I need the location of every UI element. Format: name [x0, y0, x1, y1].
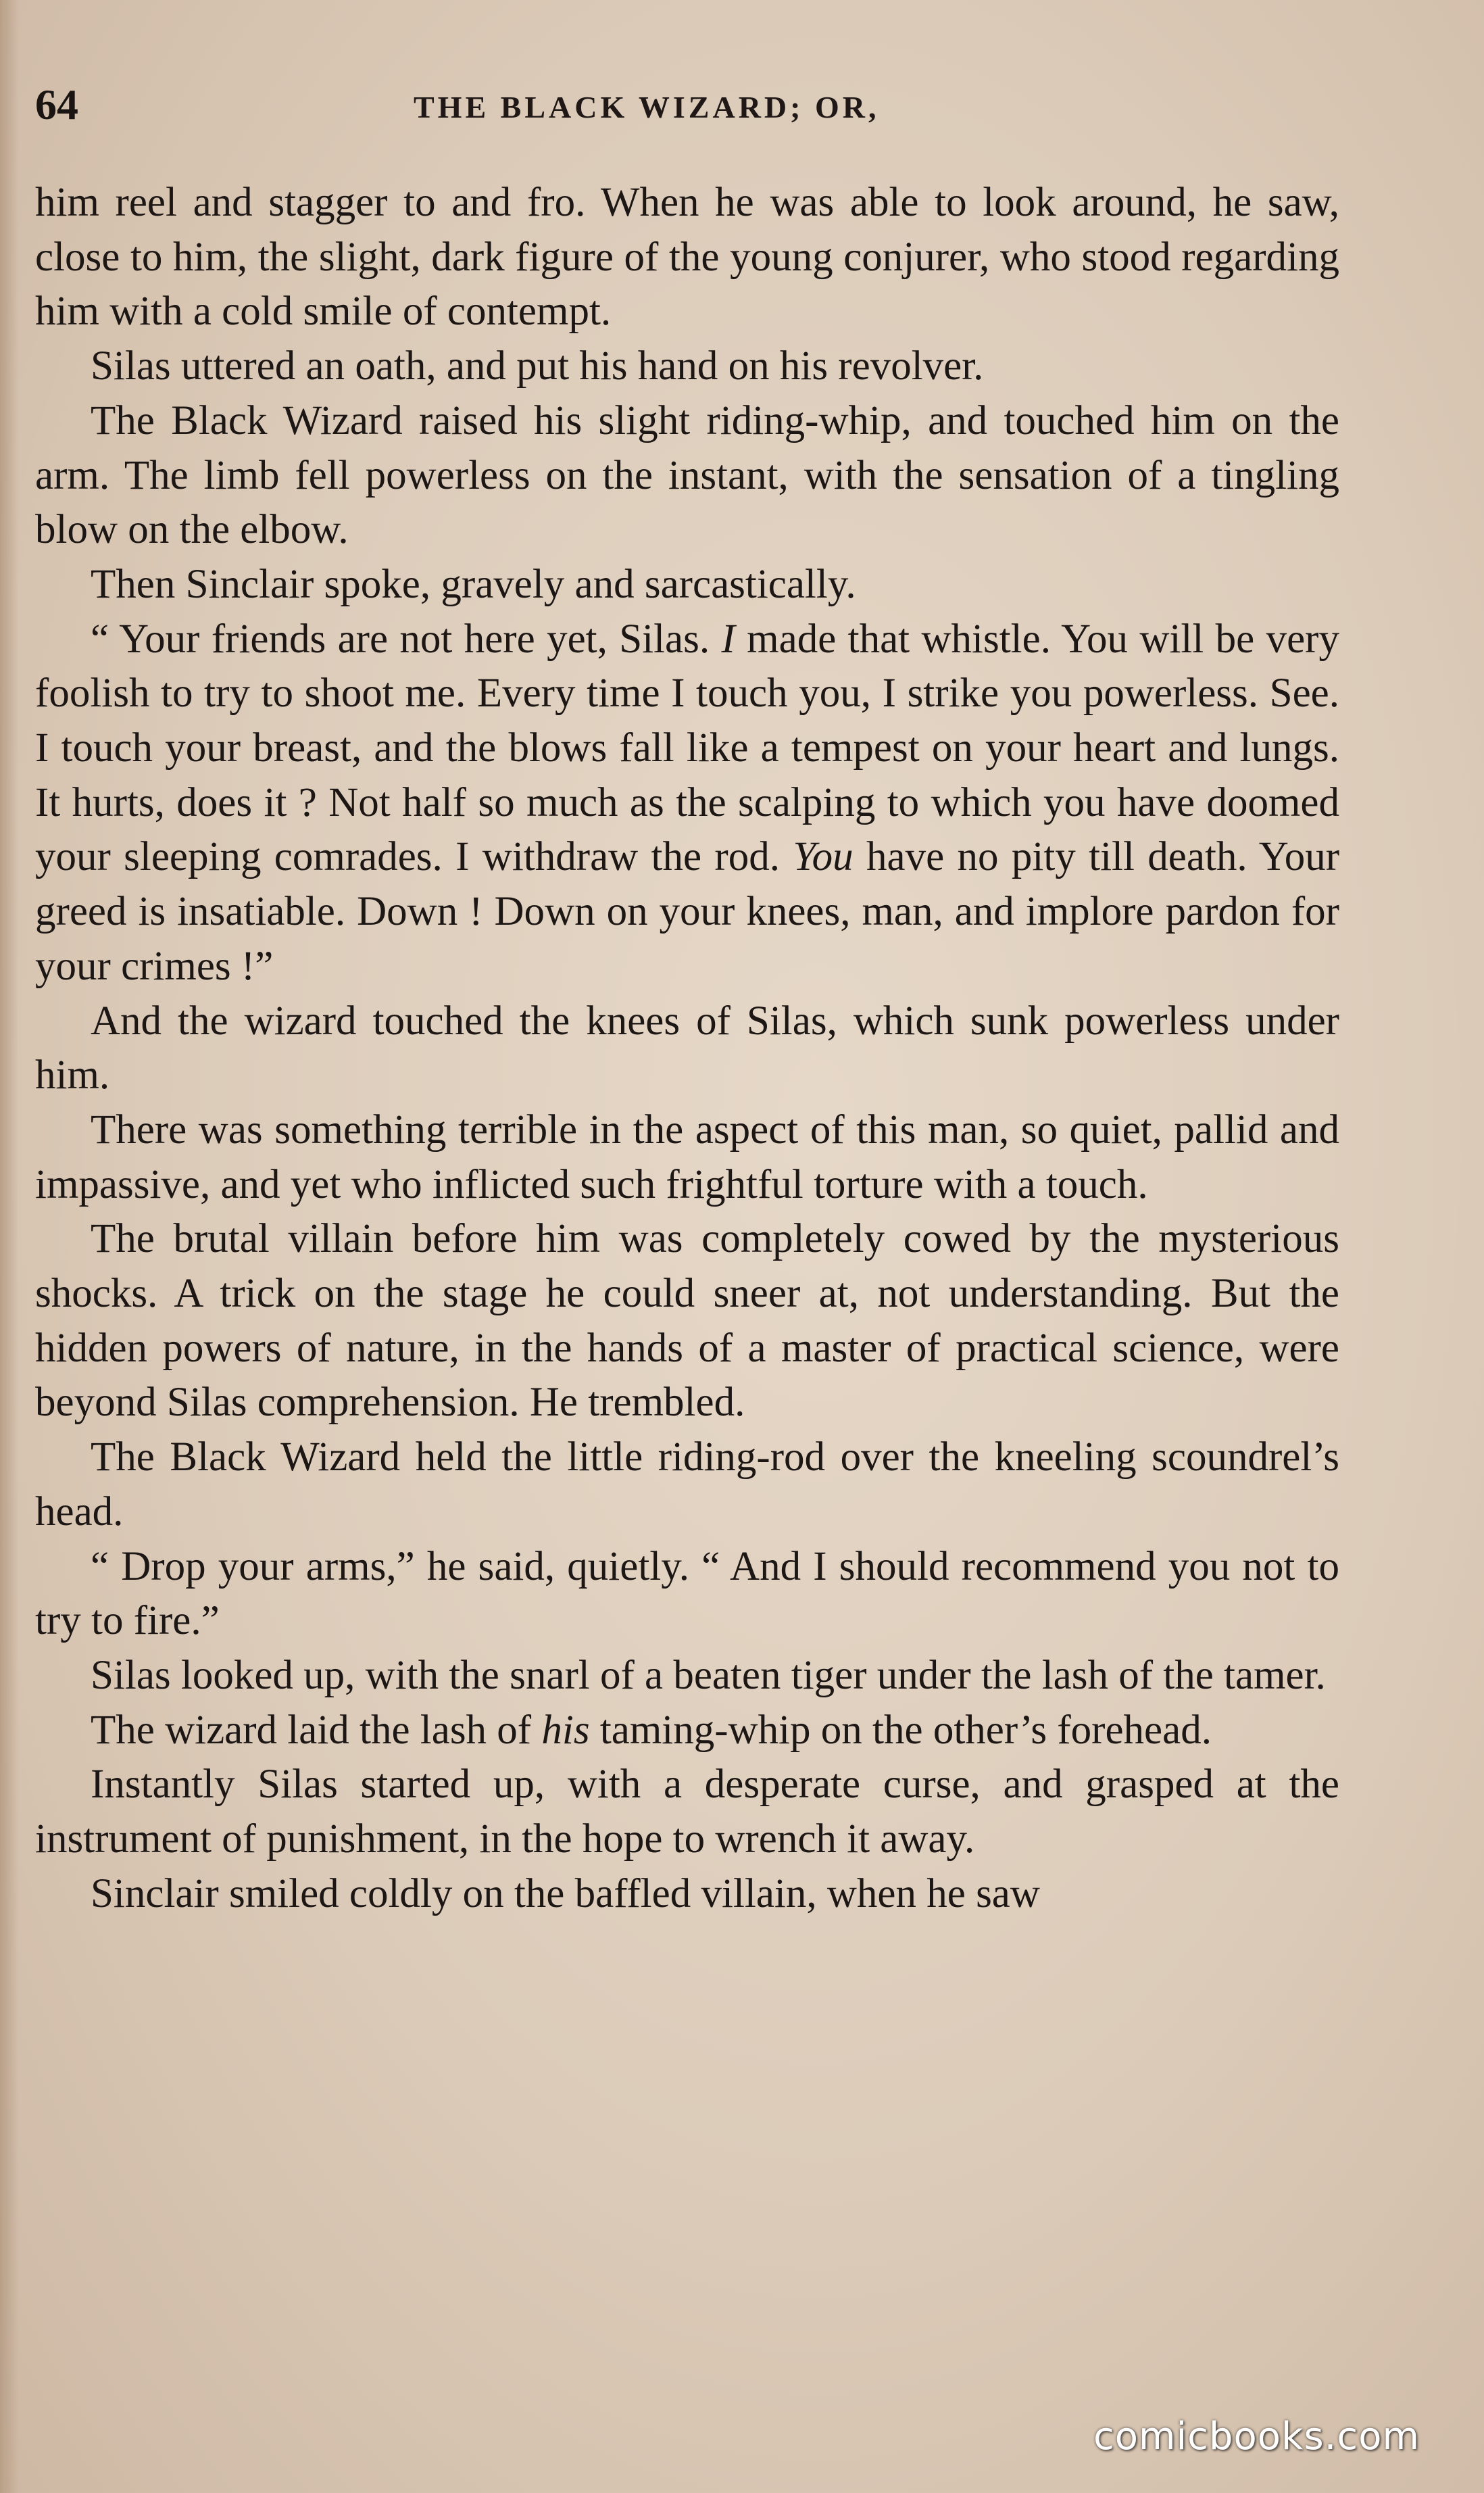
- text-run: made that whistle. You will be very foolish to try to shoot me. Every time I touch you, I strike you powerless. See. I touch your breast, and the blows fall like a tempest on your heart and lungs. It hurts, does it ? Not half so much as the scalping to which you have doomed your sleeping comrades. I withdraw the rod.: [35, 616, 1339, 880]
- page-edge-shadow: [0, 0, 19, 2493]
- watermark: comicbooks.com: [1093, 2415, 1420, 2459]
- paragraph: Silas uttered an oath, and put his hand on his revolver.: [91, 343, 984, 389]
- italic-run: You: [793, 834, 854, 880]
- paragraph: There was something terrible in the aspect of this man, so quiet, pallid and impassive, and yet who inflicted such frightful torture with a touch.: [35, 1107, 1339, 1207]
- paragraph: The brutal villain before him was completely cowed by the mysterious shocks. A trick on the stage he could sneer at, not understanding. But the hidden powers of nature, in the hands of a master of practical science, were beyond Silas comprehension. He trembled.: [35, 1216, 1339, 1426]
- paragraph-dialogue: [35, 612, 1339, 994]
- paragraph: The Black Wizard held the little riding-rod over the kneeling scoundrel’s head.: [35, 1434, 1339, 1534]
- italic-run: his: [541, 1707, 590, 1753]
- text-run: taming-whip on the other’s forehead.: [589, 1707, 1212, 1753]
- paragraph: “ Drop your arms,” he said, quietly. “ And I should recommend you not to try to fire.”: [35, 1543, 1339, 1644]
- paragraph: Then Sinclair spoke, gravely and sarcastically.: [91, 561, 856, 607]
- italic-run: I: [721, 616, 735, 662]
- text-run: “ Your friends are not here yet, Silas.: [91, 616, 722, 662]
- text-run: have no pity till death. Your greed is insatiable. Down ! Down on your knees, man, and implore pardon for your crimes !”: [35, 834, 1340, 989]
- paragraph: Silas looked up, with the snarl of a beaten tiger under the lash of the tamer.: [91, 1652, 1326, 1698]
- paragraph: Instantly Silas started up, with a desperate curse, and grasped at the instrument of punishment, in the hope to wrench it away.: [35, 1762, 1339, 1862]
- page-header: [35, 80, 1468, 141]
- paragraph: The Black Wizard raised his slight riding-whip, and touched him on the arm. The limb fell powerless on the instant, with the sensation of a tingling blow on the elbow.: [35, 397, 1339, 553]
- paragraph: And the wizard touched the knees of Silas, which sunk powerless under him.: [35, 998, 1339, 1098]
- paragraph: [35, 1703, 1339, 1758]
- running-head: THE BLACK WIZARD; OR,: [414, 90, 880, 124]
- paragraph: Sinclair smiled coldly on the baffled villain, when he saw: [91, 1870, 1040, 1916]
- body-text: [35, 176, 1339, 1922]
- text-run: The wizard laid the lash of: [91, 1707, 542, 1753]
- paragraph: him reel and stagger to and fro. When he was able to look around, he saw, close to him, the slight, dark figure of the young conjurer, who stood regarding him with a cold smile of contempt.: [35, 180, 1339, 335]
- page-number: 64: [35, 80, 78, 128]
